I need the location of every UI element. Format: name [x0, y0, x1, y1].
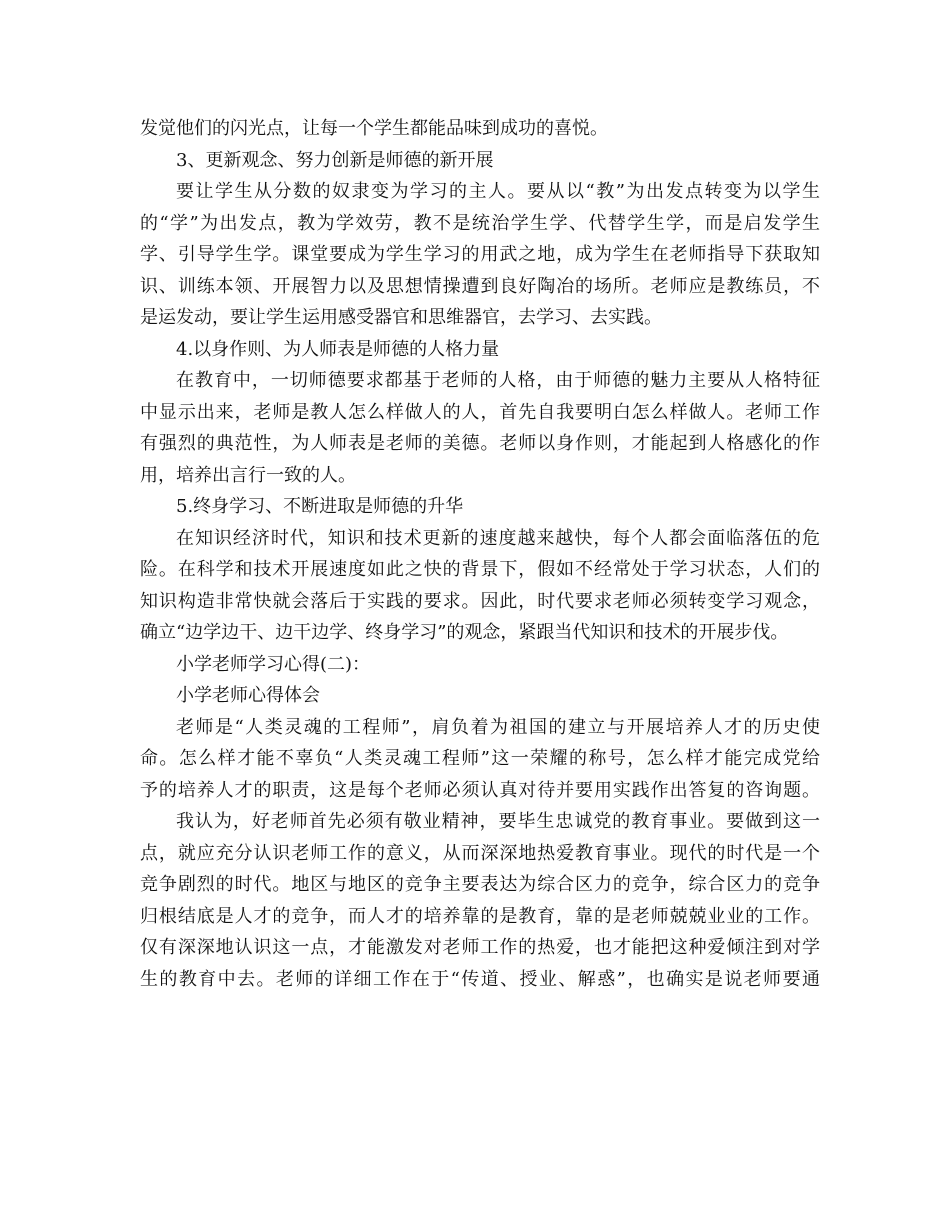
text-line: 确立“边学边干、边干边学、终身学习”的观念，紧跟当代知识和技术的开展步伐。 [140, 622, 789, 643]
document-body [140, 113, 820, 995]
text-line: 识、训练本领、开展智力以及思想情操遭到良好陶冶的场所。老师应是教练员，不 [140, 275, 820, 297]
text-line: 予的培养人才的职责，这是每个老师必须认真对待并要用实践作出答复的咨询题。 [140, 779, 820, 801]
section-heading: 5.终身学习、不断进取是师德的升华 [176, 496, 464, 517]
text-line: 险。在科学和技术开展速度如此之快的背景下，假如不经常处于学习状态，人们的 [140, 559, 820, 580]
text-line: 在教育中，一切师德要求都基于老师的人格，由于师德的魅力主要从人格特征 [176, 370, 820, 391]
text-line: 发觉他们的闪光点，让每一个学生都能品味到成功的喜悦。 [140, 118, 608, 139]
text-line: 有强烈的典范性，为人师表是老师的美德。老师以身作则，才能起到人格感化的作 [140, 433, 820, 454]
text-line: 的“学”为出发点，教为学效劳，教不是统治学生学、代替学生学，而是启发学生 [140, 212, 820, 234]
text-line: 中显示出来，老师是教人怎么样做人的人，首先自我要明白怎么样做人。老师工作 [140, 401, 820, 423]
text-line: 点，就应充分认识老师工作的意义，从而深深地热爱教育事业。现代的时代是一个 [140, 842, 820, 864]
section-heading: 4.以身作则、为人师表是师德的人格力量 [176, 338, 500, 360]
text-line: 仅有深深地认识这一点，才能激发对老师工作的热爱，也才能把这种爱倾注到对学 [140, 937, 820, 958]
text-line: 归根结底是人才的竞争，而人才的培养靠的是教育，靠的是老师兢兢业业的工作。 [140, 905, 820, 927]
text-line: 我认为，好老师首先必须有敬业精神，要毕生忠诚党的教育事业。要做到这一 [176, 811, 820, 832]
text-line: 学、引导学生学。课堂要成为学生学习的用武之地，成为学生在老师指导下获取知 [140, 244, 820, 265]
text-line: 知识构造非常快就会落后于实践的要求。因此，时代要求老师必须转变学习观念， [140, 590, 820, 612]
text-line: 用，培养出言行一致的人。 [140, 464, 356, 486]
text-line: 老师是“人类灵魂的工程师”，肩负着为祖国的建立与开展培养人才的历史使 [176, 716, 820, 738]
text-line: 在知识经济时代，知识和技术更新的速度越来越快，每个人都会面临落伍的危 [176, 527, 820, 549]
section-heading: 小学老师心得体会 [176, 685, 320, 706]
text-line: 命。怎么样才能不辜负“人类灵魂工程师”这一荣耀的称号，怎么样才能完成党给 [140, 748, 820, 769]
section-heading: 小学老师学习心得(二)： [176, 653, 371, 675]
text-line: 生的教育中去。老师的详细工作在于“传道、授业、解惑”，也确实是说老师要通 [140, 968, 820, 990]
section-heading: 3、更新观念、努力创新是师德的新开展 [176, 149, 494, 171]
text-line: 竞争剧烈的时代。地区与地区的竞争主要表达为综合区力的竞争，综合区力的竞争 [140, 874, 820, 895]
text-line: 是运发动，要让学生运用感受器官和思维器官，去学习、去实践。 [140, 307, 662, 328]
text-line: 要让学生从分数的奴隶变为学习的主人。要从以“教”为出发点转变为以学生 [176, 181, 820, 202]
